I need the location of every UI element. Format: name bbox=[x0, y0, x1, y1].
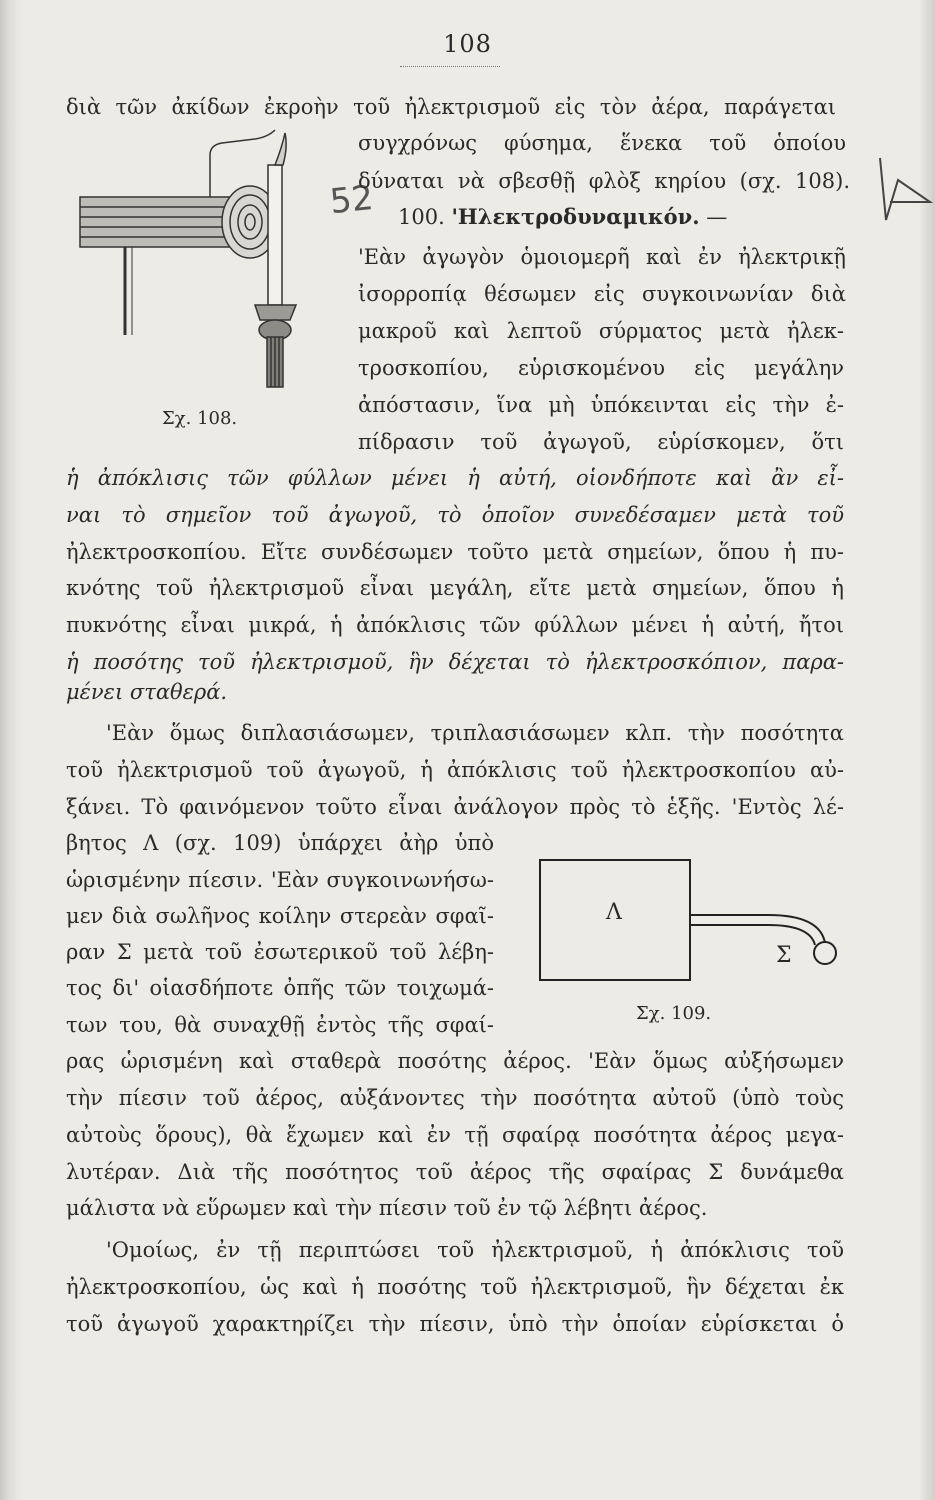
text-line-3: δύναται νὰ σβεσθῇ φλὸξ κηρίου (σχ. 108). bbox=[358, 169, 850, 193]
text-line-24: τος δι' οἱασδήποτε ὀπῆς τῶν τοιχωμά- bbox=[66, 976, 494, 1000]
figure-108 bbox=[70, 125, 340, 395]
text-line-4: 'Εὰν ἀγωγὸν ὁμοιομερῆ καὶ ἐν ἠλεκτρικῇ bbox=[358, 245, 846, 269]
text-line-1: διὰ τῶν ἀκίδων ἐκροὴν τοῦ ἠλεκτρισμοῦ εἰς τὸν ἀέρα, παράγεται bbox=[66, 95, 836, 119]
text-line-28: αὐτοὺς ὅρους), θὰ ἔχωμεν καὶ ἐν τῇ σφαίρᾳ ποσότητα ἀέρος μεγα- bbox=[66, 1123, 844, 1147]
text-line-19: ξάνει. Τὸ φαινόμενον τοῦτο εἶναι ἀνάλογον πρὸς τὸ ἑξῆς. 'Εντὸς λέ- bbox=[66, 795, 844, 819]
text-line-23: ραν Σ μετὰ τοῦ ἐσωτερικοῦ τοῦ λέβη- bbox=[66, 940, 494, 964]
text-line-21: ὡρισμένην πίεσιν. 'Εὰν συγκοινωνήσω- bbox=[66, 868, 494, 892]
text-line-31: 'Ομοίως, ἐν τῇ περιπτώσει τοῦ ἠλεκτρισμοῦ, ἡ ἀπόκλισις τοῦ bbox=[106, 1238, 844, 1262]
text-line-27: τὴν πίεσιν τοῦ ἀέρος, αὐξάνοντες τὴν ποσότητα αὐτοῦ (ὑπὸ τοὺς bbox=[66, 1086, 844, 1110]
text-line-18: τοῦ ἠλεκτρισμοῦ τοῦ ἀγωγοῦ, ἡ ἀπόκλισις τοῦ ἠλεκτροσκοπίου αὐ- bbox=[66, 758, 844, 782]
section-dash: — bbox=[706, 205, 728, 229]
page-edge-left bbox=[0, 0, 22, 1500]
text-line-15: ἡ ποσότης τοῦ ἠλεκτρισμοῦ, ἣν δέχεται τὸ ἠλεκτροσκόπιον, παρα- bbox=[66, 650, 844, 674]
text-line-33: τοῦ ἀγωγοῦ χαρακτηρίζει τὴν πίεσιν, ὑπὸ τὴν ὁποίαν εὑρίσκεται ὁ bbox=[66, 1312, 844, 1336]
figure-109-label-sphere: Σ bbox=[776, 943, 792, 968]
figure-109 bbox=[530, 845, 850, 995]
section-heading bbox=[398, 202, 850, 232]
text-line-6: μακροῦ καὶ λεπτοῦ σύρματος μετὰ ἠλεκ- bbox=[358, 319, 844, 343]
text-line-7: τροσκοπίου, εὑρισκομένου εἰς μεγάλην bbox=[358, 356, 844, 380]
text-line-14: πυκνότης εἶναι μικρά, ἡ ἀπόκλισις τῶν φύλλων μένει ἡ αὐτή, ἤτοι bbox=[66, 613, 844, 637]
text-line-13: κνότης τοῦ ἠλεκτρισμοῦ εἶναι μεγάλη, εἴτε μετὰ σημείων, ὅπου ἡ bbox=[66, 576, 844, 600]
pencil-mark bbox=[868, 150, 935, 230]
section-number: 100. bbox=[398, 205, 445, 229]
text-line-22: μεν διὰ σωλῆνος κοίλην στερεὰν σφαῖ- bbox=[66, 904, 494, 928]
text-line-26: ρας ὡρισμένη καὶ σταθερὰ ποσότης ἀέρος. 'Εὰν ὅμως αὐξήσωμεν bbox=[66, 1049, 844, 1073]
text-line-16: μένει σταθερά. bbox=[66, 680, 228, 704]
text-line-20: βητος Λ (σχ. 109) ὑπάρχει ἀὴρ ὑπὸ bbox=[66, 831, 494, 855]
handwritten-annotation: 52 bbox=[328, 177, 376, 223]
figure-109-label-vessel: Λ bbox=[606, 900, 622, 925]
text-line-9: πίδρασιν τοῦ ἀγωγοῦ, εὑρίσκομεν, ὅτι bbox=[358, 430, 844, 454]
page-number-rule bbox=[400, 66, 500, 67]
page-number: 108 bbox=[443, 30, 492, 58]
section-title: 'Ηλεκτροδυναμικόν. bbox=[451, 204, 700, 229]
figure-108-caption: Σχ. 108. bbox=[162, 408, 238, 429]
text-line-10: ἡ ἀπόκλισις τῶν φύλλων μένει ἡ αὐτή, οἱονδήποτε καὶ ἂν εἶ- bbox=[66, 466, 844, 490]
figure-109-caption: Σχ. 109. bbox=[636, 1003, 712, 1024]
text-line-5: ἰσορροπίᾳ θέσωμεν εἰς συγκοινωνίαν διὰ bbox=[358, 282, 846, 306]
text-line-29: λυτέραν. Διὰ τῆς ποσότητος τοῦ ἀέρος τῆς σφαίρας Σ δυνάμεθα bbox=[66, 1160, 844, 1184]
text-line-8: ἀπόστασιν, ἵνα μὴ ὑπόκεινται εἰς τὴν ἐ- bbox=[358, 393, 844, 417]
text-line-25: των του, θὰ συναχθῇ ἐντὸς τῆς σφαί- bbox=[66, 1013, 494, 1037]
text-line-17: 'Εὰν ὅμως διπλασιάσωμεν, τριπλασιάσωμεν κλπ. τὴν ποσότητα bbox=[106, 721, 844, 745]
text-line-32: ἠλεκτροσκοπίου, ὡς καὶ ἡ ποσότης τοῦ ἠλεκτρισμοῦ, ἣν δέχεται ἐκ bbox=[66, 1275, 844, 1299]
text-line-11: ναι τὸ σημεῖον τοῦ ἀγωγοῦ, τὸ ὁποῖον συνεδέσαμεν μετὰ τοῦ bbox=[66, 503, 844, 527]
text-line-30: μάλιστα νὰ εὕρωμεν καὶ τὴν πίεσιν τοῦ ἐν τῷ λέβητι ἀέρος. bbox=[66, 1196, 708, 1220]
text-line-12: ἠλεκτροσκοπίου. Εἴτε συνδέσωμεν τοῦτο μετὰ σημείων, ὅπου ἡ πυ- bbox=[66, 540, 844, 564]
text-line-2: συγχρόνως φύσημα, ἕνεκα τοῦ ὁποίου bbox=[358, 131, 846, 155]
